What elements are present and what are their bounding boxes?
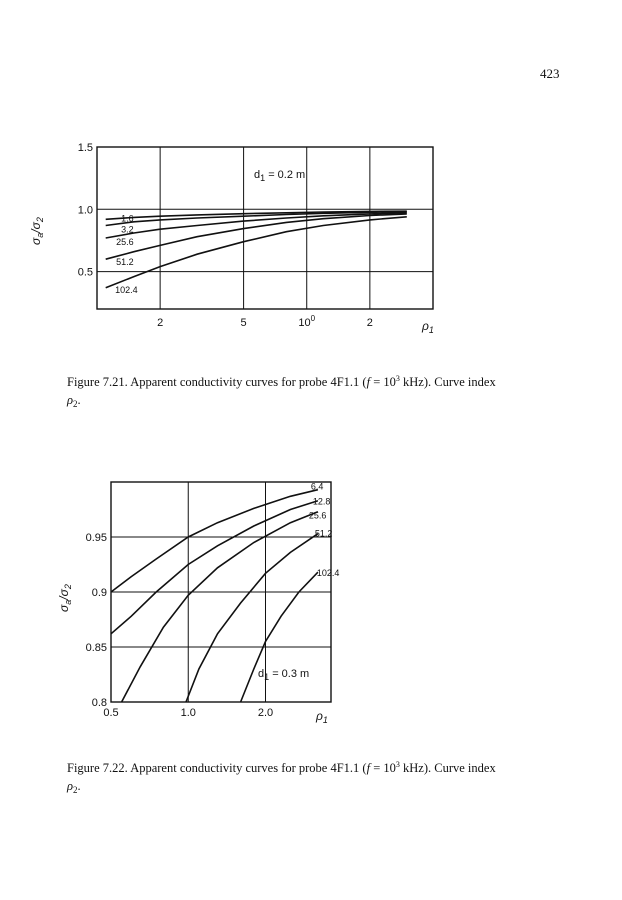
series-label: 25.6 xyxy=(116,236,134,247)
figure-caption xyxy=(67,756,567,799)
series-label: 6.4 xyxy=(310,481,324,492)
figure-caption xyxy=(67,370,567,413)
x-tick-label: $10^0$ xyxy=(298,314,316,329)
y-tick-label: 1.0 xyxy=(77,204,93,217)
caption-index-sub: 2 xyxy=(73,399,78,409)
x-tick-label: 2.0 xyxy=(257,707,274,719)
caption-exp: 3 xyxy=(395,760,400,769)
y-axis-label: $\sigma_a/\sigma_2$ xyxy=(57,584,73,612)
x-tick-label: 2 xyxy=(366,317,373,329)
caption-prefix: Figure 7.21. Apparent conductivity curves for probe 4F1.1 ( xyxy=(67,375,367,389)
y-tick-label: 0.9 xyxy=(91,587,107,599)
caption-index: ρ xyxy=(67,393,73,407)
caption-f: f xyxy=(366,375,371,389)
caption-mid: = 10 xyxy=(370,761,396,775)
y-tick-label: 0.8 xyxy=(91,697,107,709)
caption-mid: = 10 xyxy=(370,375,396,389)
y-tick-label: 0.85 xyxy=(85,642,107,654)
caption-suffix: kHz). Curve index xyxy=(399,375,496,389)
series-label: 51.2 xyxy=(314,528,333,539)
caption-exp: 3 xyxy=(395,374,400,383)
series-line-12-8 xyxy=(111,501,318,634)
caption-prefix: Figure 7.22. Apparent conductivity curves for probe 4F1.1 ( xyxy=(67,761,367,775)
y-tick-label: 1.5 xyxy=(77,142,93,154)
series-label: 51.2 xyxy=(116,257,134,268)
x-tick-label: 0.5 xyxy=(103,707,119,719)
x-tick-label: 1.0 xyxy=(180,707,196,719)
annotation-d1: $d_1 = 0.3$ m xyxy=(258,668,310,682)
series-label: 3.2 xyxy=(121,224,134,235)
series-label: 1.6 xyxy=(121,213,134,224)
series-label: 102.4 xyxy=(316,568,340,579)
annotation-d1: $d_1 = 0.2$ m xyxy=(254,169,306,183)
x-tick-exponent: 0 xyxy=(310,314,316,323)
caption-end: . xyxy=(77,779,81,793)
caption-index: ρ xyxy=(67,779,73,793)
y-tick-label: 0.5 xyxy=(77,266,93,279)
series-label: 25.6 xyxy=(308,510,327,521)
series-label: 12.8 xyxy=(312,496,331,507)
caption-suffix: kHz). Curve index xyxy=(399,761,496,775)
x-axis-label: $\rho_1$ xyxy=(316,709,328,725)
y-axis-label: $\sigma_a/\sigma_2$ xyxy=(29,217,45,245)
page-number: 423 xyxy=(540,66,560,81)
caption-index-sub: 2 xyxy=(73,785,78,795)
x-tick-label: 2 xyxy=(157,317,164,329)
x-axis-label: $\rho_1$ xyxy=(422,319,434,335)
series-line-6-4 xyxy=(111,490,318,592)
caption-f: f xyxy=(366,761,371,775)
caption-end: . xyxy=(77,393,81,407)
y-tick-label: 0.95 xyxy=(85,532,107,544)
x-tick-label: 5 xyxy=(240,317,247,329)
series-label: 102.4 xyxy=(115,284,138,295)
